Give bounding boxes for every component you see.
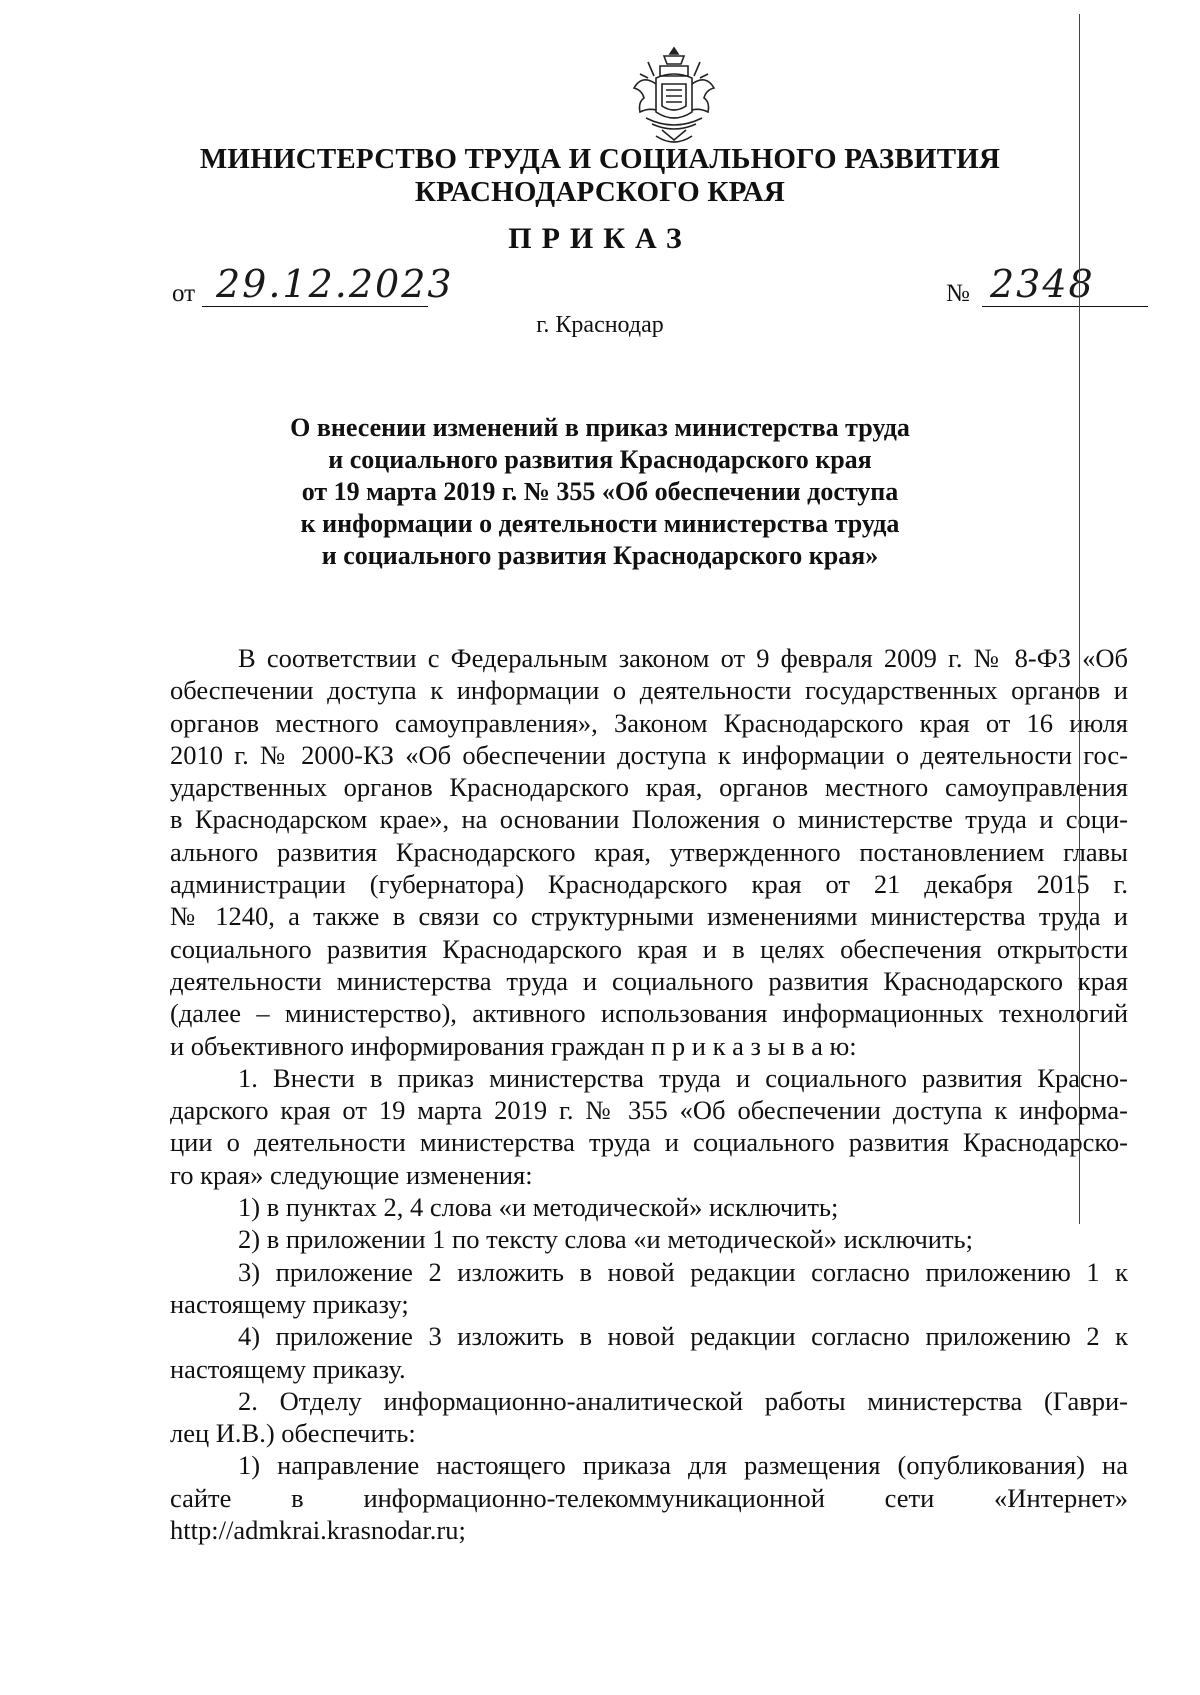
body-line: го края» следующие изменения: <box>170 1159 533 1190</box>
body-line: настоящему приказу. <box>170 1353 406 1384</box>
title-line: от 19 марта 2019 г. № 355 «Об обеспечении доступа <box>301 477 899 506</box>
number-underline <box>982 306 1148 307</box>
body-line: в Краснодарском крае», на основании Положения о министерстве труда и соци- <box>170 804 1128 835</box>
ministry-name-line2: КРАСНОДАРСКОГО КРАЯ <box>414 176 786 208</box>
body-line: 3) приложение 2 изложить в новой редакции согласно приложению 1 к <box>238 1256 1128 1287</box>
body-line: 1. Внести в приказ министерства труда и социального развития Красно- <box>238 1062 1128 1093</box>
body-line: 1) направление настоящего приказа для размещения (опубликования) на <box>238 1450 1128 1481</box>
body-line: http://admkrai.krasnodar.ru; <box>170 1515 466 1546</box>
document-title <box>240 412 960 572</box>
scan-artifact-vertical-line <box>1079 14 1080 1224</box>
body-line: органов местного самоуправления», Законом Краснодарского края от 16 июля <box>170 707 1128 738</box>
body-line: ции о деятельности министерства труда и социального развития Краснодарско- <box>170 1127 1128 1158</box>
body-line: 2. Отделу информационно-аналитической работы министерства (Гаври- <box>238 1385 1128 1416</box>
number-label: № <box>946 280 970 307</box>
body-line: (далее – министерство), активного использования информационных технологий <box>170 998 1128 1029</box>
title-line: к информации о деятельности министерства труда <box>300 509 900 538</box>
city-name: г. Краснодар <box>536 312 664 338</box>
body-line: 2) в приложении 1 по тексту слова «и методической» исключить; <box>238 1224 973 1255</box>
body-line: 4) приложение 3 изложить в новой редакции согласно приложению 2 к <box>238 1321 1128 1352</box>
handwritten-date: 29.12.2023 <box>216 262 454 306</box>
title-line: и социального развития Краснодарского края» <box>321 541 879 570</box>
coat-of-arms-emblem <box>626 44 722 150</box>
handwritten-number: 2348 <box>990 262 1095 306</box>
body-line: настоящему приказу; <box>170 1288 409 1319</box>
title-line: и социального развития Краснодарского края <box>328 445 872 474</box>
body-line: сайте в информационно-телекоммуникационной сети «Интернет» <box>170 1482 1128 1513</box>
body-line: 2010 г. № 2000-КЗ «Об обеспечении доступа к информации о деятельности гос- <box>170 739 1128 770</box>
body-line: администрации (губернатора) Краснодарского края от 21 декабря 2015 г. <box>170 869 1128 900</box>
document-type: ПРИКАЗ <box>508 222 692 255</box>
date-underline <box>202 306 428 307</box>
body-line: деятельности министерства труда и социального развития Краснодарского края <box>170 965 1128 996</box>
body-line: и объективного информирования граждан п р и к а з ы в а ю: <box>170 1030 857 1061</box>
body-line: дарского края от 19 марта 2019 г. № 355 «Об обеспечении доступа к информа- <box>170 1095 1128 1126</box>
title-line: О внесении изменений в приказ министерства труда <box>290 413 910 442</box>
body-line: лец И.В.) обеспечить: <box>170 1418 416 1449</box>
date-label: от <box>172 280 196 307</box>
body-line: В соответствии с Федеральным законом от 9 февраля 2009 г. № 8-ФЗ «Об <box>238 643 1128 673</box>
ministry-name-line1: МИНИСТЕРСТВО ТРУДА И СОЦИАЛЬНОГО РАЗВИТИЯ <box>199 143 1001 175</box>
document-body <box>170 642 1128 1546</box>
body-line: 1) в пунктах 2, 4 слова «и методической» исключить; <box>238 1192 839 1223</box>
body-line: ального развития Краснодарского края, утвержденного постановлением главы <box>170 836 1128 867</box>
body-line: ударственных органов Краснодарского края, органов местного самоуправления <box>170 772 1128 803</box>
body-line: обеспечении доступа к информации о деятельности государственных органов и <box>170 675 1128 706</box>
body-line: № 1240, а также в связи со структурными изменениями министерства труда и <box>170 901 1128 932</box>
body-line: социального развития Краснодарского края и в целях обеспечения открытости <box>170 933 1128 964</box>
